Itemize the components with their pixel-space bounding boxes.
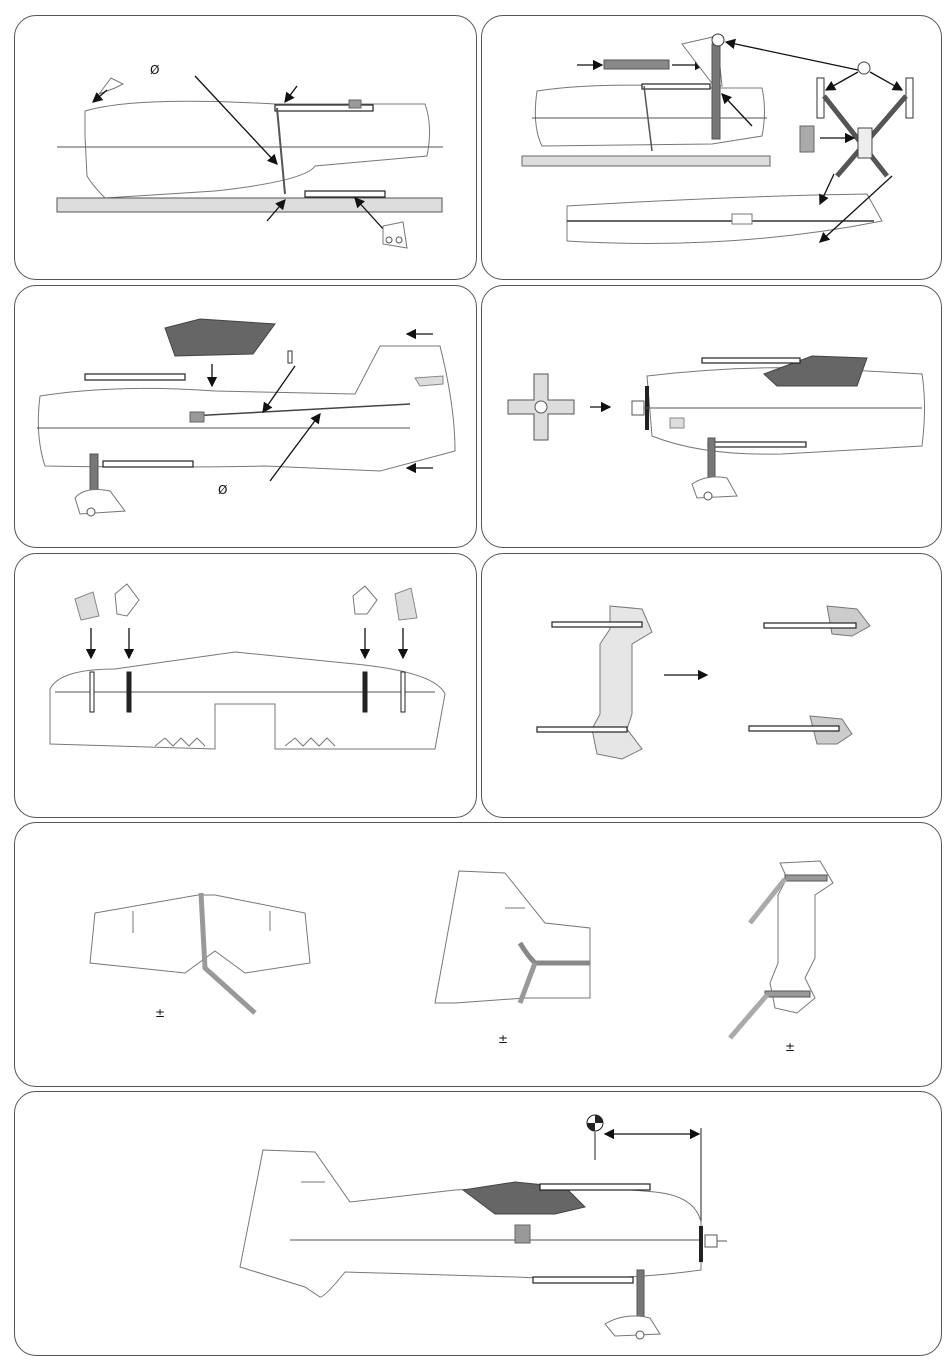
wheel-pant — [692, 477, 737, 498]
fin-tip-part — [99, 78, 123, 94]
tolerance-label-2: ± — [498, 1032, 509, 1046]
wheel-pant — [605, 1316, 660, 1336]
fuselage-outline — [85, 101, 430, 198]
strut-top-piece — [827, 606, 870, 636]
panel-step-4-motor-mount — [481, 285, 942, 548]
panel-8-drawing — [15, 1092, 942, 1356]
aileron-deflection-bottom — [730, 995, 767, 1038]
wing-outline — [50, 652, 445, 749]
pivot-circle — [712, 34, 724, 46]
panel-2-drawing — [482, 16, 942, 280]
diameter-label: Ø — [150, 63, 160, 77]
strut-bar — [712, 44, 720, 139]
servo-rod-part — [604, 60, 669, 69]
panel-step-5-wing-tips — [14, 553, 477, 818]
panel-step-3-pushrod — [14, 285, 477, 548]
lower-wing-outline — [567, 194, 882, 244]
brace-block — [800, 126, 814, 152]
fuselage-outline — [240, 1150, 701, 1297]
panel-1-drawing — [15, 16, 477, 280]
rudder-outline — [435, 871, 590, 1003]
diameter-label: Ø — [218, 483, 228, 497]
panel-step-7-control-throws — [14, 822, 942, 1087]
gear-bracket-part — [383, 222, 407, 248]
fuselage-outline — [38, 346, 455, 471]
gear-leg — [637, 1270, 644, 1322]
lower-wing-bar — [305, 191, 385, 197]
wheel-pant — [75, 490, 125, 514]
gear-leg — [708, 438, 715, 483]
panel-3-drawing — [15, 286, 477, 548]
panel-5-drawing — [15, 554, 477, 818]
panel-7-drawing — [15, 823, 942, 1087]
panel-step-1-fuselage-on-board — [14, 15, 477, 280]
tolerance-label-3: ± — [785, 1040, 796, 1054]
panel-step-2-wing-and-strut — [481, 15, 942, 280]
servo-block — [349, 100, 361, 108]
building-board — [57, 198, 442, 212]
control-horn — [415, 376, 443, 386]
building-board — [522, 156, 770, 166]
panel-step-8-center-of-gravity — [14, 1091, 942, 1356]
panel-step-6-strut-trim — [481, 553, 942, 818]
panel-6-drawing — [482, 554, 942, 818]
canopy-part — [165, 319, 275, 356]
panel-4-drawing — [482, 286, 942, 548]
strut-full — [592, 606, 652, 759]
info-circle — [858, 62, 870, 74]
tolerance-label-1: ± — [155, 1006, 166, 1020]
firewall — [699, 1226, 703, 1262]
